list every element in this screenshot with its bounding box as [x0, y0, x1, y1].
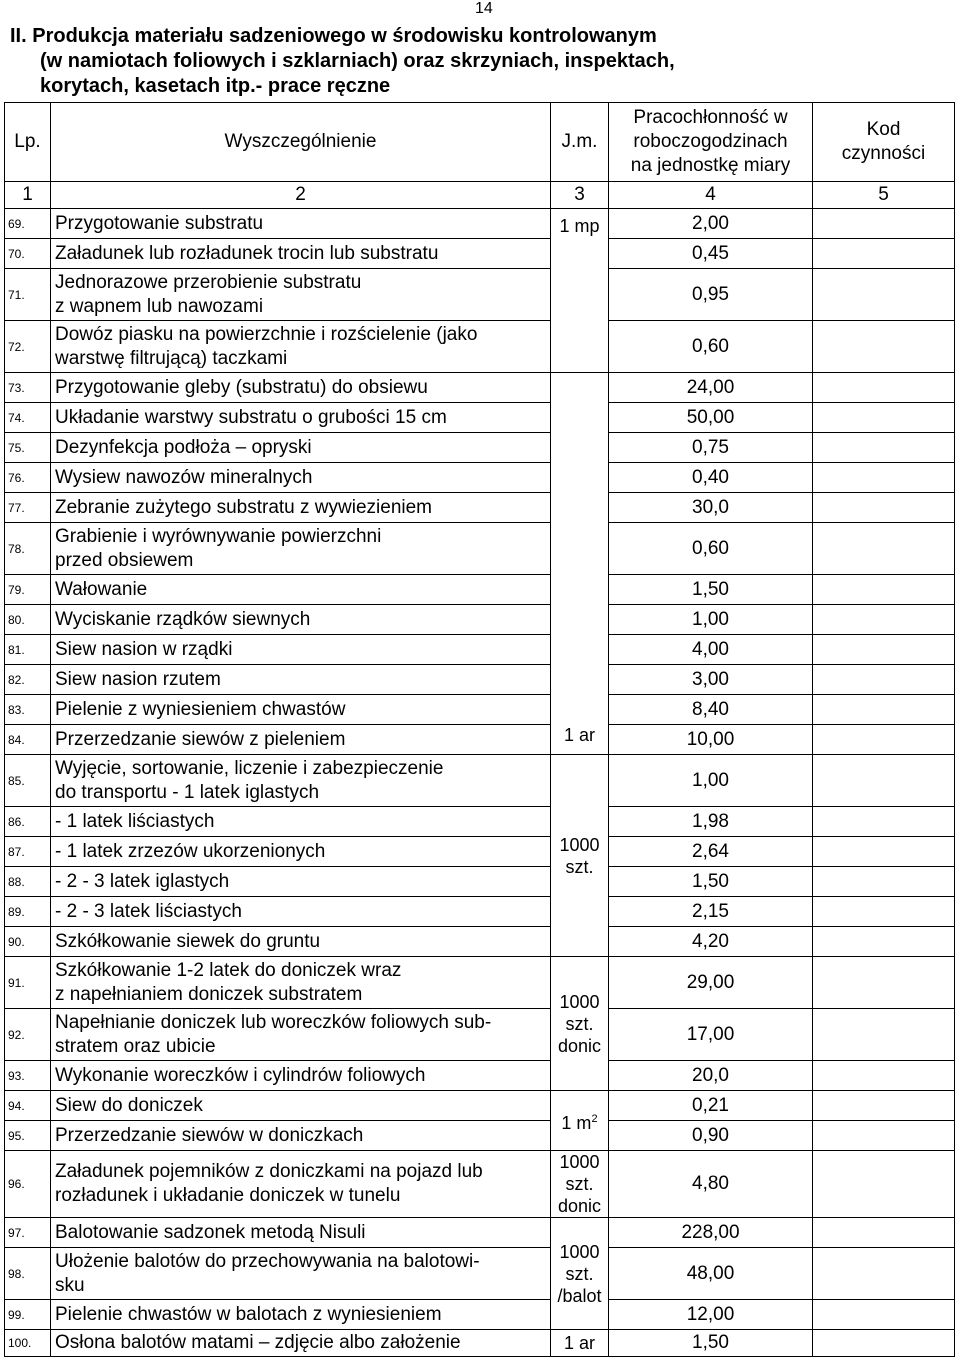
unit-line — [551, 1195, 608, 1217]
unit-line — [551, 1241, 608, 1263]
table-row — [5, 1300, 955, 1330]
labor-hours-value: 1,00 — [609, 755, 813, 807]
unit-text: /balot — [557, 1285, 602, 1306]
unit-text: 1000 — [559, 1152, 600, 1172]
row-number: 99. — [5, 1300, 51, 1330]
table-row — [5, 807, 955, 837]
labor-hours-value: 2,15 — [609, 897, 813, 927]
table-row — [5, 837, 955, 867]
activity-code-cell — [813, 433, 955, 463]
unit-text: 1 m — [561, 1112, 592, 1133]
task-description-line: stratem oraz ubicie — [55, 1035, 216, 1057]
activity-code-cell — [813, 927, 955, 957]
unit-line — [551, 1013, 608, 1035]
labor-hours-value: 0,40 — [609, 463, 813, 493]
activity-code-cell — [813, 1121, 955, 1151]
activity-code-cell — [813, 239, 955, 269]
table-row — [5, 523, 955, 575]
unit-text: szt. — [565, 1263, 594, 1284]
task-description — [51, 1218, 551, 1248]
activity-code-cell — [813, 493, 955, 523]
unit-text: szt. — [565, 1174, 594, 1194]
table-row — [5, 1009, 955, 1061]
task-description — [51, 373, 551, 403]
labor-hours-value: 1,98 — [609, 807, 813, 837]
table-header-row — [5, 103, 955, 182]
labor-hours-value: 0,60 — [609, 523, 813, 575]
task-description — [51, 837, 551, 867]
unit-of-measure — [551, 1091, 609, 1151]
row-number: 71. — [5, 269, 51, 321]
activity-code-cell — [813, 269, 955, 321]
labor-hours-value: 1,50 — [609, 575, 813, 605]
unit-text: 1 mp — [559, 216, 600, 236]
row-number: 92. — [5, 1009, 51, 1061]
row-number: 70. — [5, 239, 51, 269]
table-row — [5, 1121, 955, 1151]
table-row — [5, 433, 955, 463]
labor-hours-value: 48,00 — [609, 1248, 813, 1300]
row-number: 98. — [5, 1248, 51, 1300]
task-description-line: Wyjęcie, sortowanie, liczenie i zabezpieczenie — [55, 757, 444, 779]
row-number: 69. — [5, 209, 51, 239]
task-description — [51, 493, 551, 523]
unit-line — [551, 1285, 608, 1307]
unit-text: szt. — [565, 1013, 594, 1034]
heading-line-2: (w namiotach foliowych i szklarniach) oraz skrzyniach, inspektach, — [40, 50, 675, 72]
task-description — [51, 695, 551, 725]
task-description — [51, 433, 551, 463]
task-description — [51, 269, 551, 321]
task-description-line: Wałowanie — [55, 578, 148, 600]
task-description-line: Jednorazowe przerobienie substratu — [55, 271, 362, 293]
labor-hours-value: 0,45 — [609, 239, 813, 269]
table-row — [5, 665, 955, 695]
task-description — [51, 1330, 551, 1357]
labor-hours-value: 4,00 — [609, 635, 813, 665]
row-number: 90. — [5, 927, 51, 957]
labor-hours-value: 29,00 — [609, 957, 813, 1009]
table-row — [5, 373, 955, 403]
task-description — [51, 575, 551, 605]
header-labor-line: na jednostkę miary — [630, 155, 791, 176]
labor-hours-value: 20,0 — [609, 1061, 813, 1091]
task-description-line: Załadunek lub rozładunek trocin lub substratu — [55, 242, 439, 264]
activity-code-cell — [813, 1151, 955, 1218]
task-description-line: Siew nasion w rządki — [55, 638, 233, 660]
row-number: 89. — [5, 897, 51, 927]
task-description-line: Szkółkowanie 1-2 latek do doniczek wraz — [55, 959, 402, 981]
task-description-line: Pielenie chwastów w balotach z wyniesieniem — [55, 1303, 442, 1325]
table-row — [5, 1061, 955, 1091]
task-description-line: Napełnianie doniczek lub woreczków foliowych sub- — [55, 1011, 492, 1033]
column-number: 3 — [551, 182, 609, 209]
task-description-line: Zebranie zużytego substratu z wywiezieniem — [55, 496, 433, 518]
activity-code-cell — [813, 1248, 955, 1300]
row-number: 81. — [5, 635, 51, 665]
task-description — [51, 605, 551, 635]
activity-code-cell — [813, 1009, 955, 1061]
task-description — [51, 463, 551, 493]
row-number: 86. — [5, 807, 51, 837]
row-number: 96. — [5, 1151, 51, 1218]
labor-hours-value: 2,00 — [609, 209, 813, 239]
activity-code-cell — [813, 605, 955, 635]
task-description-line: Przygotowanie gleby (substratu) do obsiewu — [55, 376, 428, 398]
task-description-line: Grabienie i wyrównywanie powierzchni — [55, 525, 382, 547]
unit-text: szt. — [565, 856, 594, 877]
unit-of-measure — [551, 1330, 609, 1357]
labor-hours-value: 2,64 — [609, 837, 813, 867]
activity-code-cell — [813, 725, 955, 755]
task-description — [51, 755, 551, 807]
unit-line — [551, 1151, 608, 1173]
labor-hours-value: 30,0 — [609, 493, 813, 523]
task-description — [51, 897, 551, 927]
header-code-line: Kod — [866, 119, 901, 140]
table-row — [5, 321, 955, 373]
unit-line — [551, 991, 608, 1013]
unit-line — [551, 215, 608, 237]
table-row — [5, 403, 955, 433]
unit-of-measure — [551, 209, 609, 373]
task-description-line: Załadunek pojemników z doniczkami na pojazd lub — [55, 1161, 483, 1182]
row-number: 100. — [5, 1330, 51, 1357]
table-row — [5, 575, 955, 605]
table-row — [5, 269, 955, 321]
activity-code-cell — [813, 1300, 955, 1330]
header-labor — [609, 103, 813, 182]
labor-hours-value: 17,00 — [609, 1009, 813, 1061]
activity-code-cell — [813, 463, 955, 493]
unit-line — [551, 1332, 608, 1354]
labor-hours-value: 0,75 — [609, 433, 813, 463]
labor-hours-value: 8,40 — [609, 695, 813, 725]
header-code — [813, 103, 955, 182]
table-row — [5, 1218, 955, 1248]
row-number: 94. — [5, 1091, 51, 1121]
table-row — [5, 605, 955, 635]
task-description — [51, 1061, 551, 1091]
column-number: 5 — [813, 182, 955, 209]
table-row — [5, 957, 955, 1009]
task-description — [51, 1248, 551, 1300]
labor-hours-value: 1,00 — [609, 605, 813, 635]
unit-line — [551, 834, 608, 856]
row-number: 83. — [5, 695, 51, 725]
task-description — [51, 927, 551, 957]
task-description-line: Dowóz piasku na powierzchnie i rozścielenie (jako — [55, 323, 478, 345]
unit-text: 1000 — [559, 1241, 600, 1262]
activity-code-cell — [813, 575, 955, 605]
task-description-line: - 2 - 3 latek iglastych — [55, 870, 230, 892]
activity-code-cell — [813, 695, 955, 725]
table-row — [5, 1091, 955, 1121]
header-name: Wyszczególnienie — [51, 103, 551, 182]
labor-hours-value: 4,80 — [609, 1151, 813, 1218]
unit-of-measure — [551, 755, 609, 957]
task-description-line: sku — [55, 1274, 85, 1296]
table-row — [5, 695, 955, 725]
task-description — [51, 867, 551, 897]
task-description — [51, 1009, 551, 1061]
task-description — [51, 523, 551, 575]
labor-hours-value: 12,00 — [609, 1300, 813, 1330]
column-number-row — [5, 182, 955, 209]
unit-line — [551, 1108, 608, 1134]
unit-line — [551, 724, 608, 746]
row-number: 79. — [5, 575, 51, 605]
header-unit: J.m. — [551, 103, 609, 182]
task-description-line: Siew do doniczek — [55, 1094, 203, 1116]
activity-code-cell — [813, 635, 955, 665]
row-number: 75. — [5, 433, 51, 463]
unit-of-measure — [551, 1218, 609, 1330]
labor-norms-table — [4, 102, 955, 1357]
header-labor-line: Pracochłonność w — [633, 107, 788, 128]
row-number: 76. — [5, 463, 51, 493]
unit-text: donic — [557, 1035, 602, 1056]
task-description-line: Przygotowanie substratu — [55, 212, 264, 234]
table-row — [5, 1151, 955, 1218]
activity-code-cell — [813, 1218, 955, 1248]
row-number: 72. — [5, 321, 51, 373]
table-row — [5, 1330, 955, 1357]
unit-line — [551, 1035, 608, 1057]
activity-code-cell — [813, 837, 955, 867]
activity-code-cell — [813, 867, 955, 897]
activity-code-cell — [813, 321, 955, 373]
activity-code-cell — [813, 1061, 955, 1091]
labor-hours-value: 1,50 — [609, 1330, 813, 1357]
task-description-line: przed obsiewem — [55, 549, 194, 571]
unit-text: 1000 — [559, 991, 600, 1012]
activity-code-cell — [813, 755, 955, 807]
task-description-line: rozładunek i układanie doniczek w tunelu — [55, 1185, 401, 1206]
table-row — [5, 897, 955, 927]
unit-text: 1000 — [559, 834, 600, 855]
task-description-line: Przerzedzanie siewów w doniczkach — [55, 1124, 364, 1146]
row-number: 88. — [5, 867, 51, 897]
task-description-line: Wyciskanie rządków siewnych — [55, 608, 311, 630]
task-description-line: Wysiew nawozów mineralnych — [55, 466, 313, 488]
task-description-line: Ułożenie balotów do przechowywania na balotowi- — [55, 1250, 480, 1272]
row-number: 73. — [5, 373, 51, 403]
task-description — [51, 957, 551, 1009]
task-description-line: Osłona balotów matami – zdjęcie albo założenie — [55, 1332, 461, 1353]
row-number: 82. — [5, 665, 51, 695]
table-row — [5, 867, 955, 897]
header-code-line: czynności — [841, 143, 926, 164]
task-description-line: Przerzedzanie siewów z pieleniem — [55, 728, 346, 750]
row-number: 77. — [5, 493, 51, 523]
table-row — [5, 755, 955, 807]
task-description — [51, 665, 551, 695]
column-number: 2 — [51, 182, 551, 209]
table-row — [5, 635, 955, 665]
row-number: 84. — [5, 725, 51, 755]
row-number: 91. — [5, 957, 51, 1009]
row-number: 74. — [5, 403, 51, 433]
task-description-line: z wapnem lub nawozami — [55, 295, 264, 317]
labor-hours-value: 0,21 — [609, 1091, 813, 1121]
task-description — [51, 807, 551, 837]
unit-line — [551, 1263, 608, 1285]
labor-hours-value: 0,95 — [609, 269, 813, 321]
table-row — [5, 1248, 955, 1300]
task-description-line: - 1 latek liściastych — [55, 810, 215, 832]
labor-hours-value: 4,20 — [609, 927, 813, 957]
table-row — [5, 927, 955, 957]
activity-code-cell — [813, 373, 955, 403]
task-description — [51, 1151, 551, 1218]
task-description — [51, 209, 551, 239]
task-description — [51, 1121, 551, 1151]
row-number: 78. — [5, 523, 51, 575]
table-row — [5, 725, 955, 755]
activity-code-cell — [813, 897, 955, 927]
task-description-line: z napełnianiem doniczek substratem — [55, 983, 363, 1005]
unit-text: donic — [557, 1196, 602, 1216]
unit-text: 1 ar — [563, 725, 596, 745]
task-description-line: - 1 latek zrzezów ukorzenionych — [55, 840, 326, 862]
activity-code-cell — [813, 209, 955, 239]
task-description — [51, 1300, 551, 1330]
labor-hours-value: 0,90 — [609, 1121, 813, 1151]
unit-line — [551, 856, 608, 878]
activity-code-cell — [813, 957, 955, 1009]
unit-text: 1 ar — [563, 1333, 596, 1353]
unit-of-measure — [551, 1151, 609, 1218]
heading-line-1: II. Produkcja materiału sadzeniowego w środowisku kontrolowanym — [10, 25, 657, 47]
row-number: 93. — [5, 1061, 51, 1091]
table-row — [5, 463, 955, 493]
activity-code-cell — [813, 807, 955, 837]
unit-of-measure — [551, 957, 609, 1091]
unit-superscript: 2 — [591, 1112, 598, 1125]
labor-hours-value: 50,00 — [609, 403, 813, 433]
activity-code-cell — [813, 665, 955, 695]
task-description — [51, 239, 551, 269]
row-number: 97. — [5, 1218, 51, 1248]
row-number: 80. — [5, 605, 51, 635]
row-number: 85. — [5, 755, 51, 807]
task-description-line: Balotowanie sadzonek metodą Nisuli — [55, 1221, 366, 1243]
labor-hours-value: 228,00 — [609, 1218, 813, 1248]
task-description-line: Szkółkowanie siewek do gruntu — [55, 930, 321, 952]
task-description-line: - 2 - 3 latek liściastych — [55, 900, 242, 922]
column-number: 1 — [5, 182, 51, 209]
labor-hours-value: 0,60 — [609, 321, 813, 373]
heading-line-3: korytach, kasetach itp.- prace ręczne — [40, 75, 391, 97]
task-description — [51, 1091, 551, 1121]
task-description-line: do transportu - 1 latek iglastych — [55, 781, 320, 803]
labor-hours-value: 10,00 — [609, 725, 813, 755]
column-number: 4 — [609, 182, 813, 209]
task-description — [51, 635, 551, 665]
table-row — [5, 493, 955, 523]
row-number: 95. — [5, 1121, 51, 1151]
unit-line — [551, 1173, 608, 1195]
task-description-line: Pielenie z wyniesieniem chwastów — [55, 698, 346, 720]
activity-code-cell — [813, 403, 955, 433]
header-lp: Lp. — [5, 103, 51, 182]
task-description-line: warstwę filtrującą) taczkami — [55, 347, 288, 369]
section-heading — [10, 24, 675, 99]
header-labor-line: roboczogodzinach — [633, 131, 788, 152]
task-description-line: Wykonanie woreczków i cylindrów foliowych — [55, 1064, 426, 1086]
labor-hours-value: 24,00 — [609, 373, 813, 403]
page-number: 14 — [475, 0, 493, 17]
activity-code-cell — [813, 523, 955, 575]
table-row — [5, 239, 955, 269]
labor-hours-value: 3,00 — [609, 665, 813, 695]
row-number: 87. — [5, 837, 51, 867]
table-row — [5, 209, 955, 239]
task-description — [51, 403, 551, 433]
labor-hours-value: 1,50 — [609, 867, 813, 897]
unit-of-measure — [551, 373, 609, 755]
task-description — [51, 321, 551, 373]
task-description — [51, 725, 551, 755]
task-description-line: Układanie warstwy substratu o grubości 15 cm — [55, 406, 447, 428]
activity-code-cell — [813, 1091, 955, 1121]
activity-code-cell — [813, 1330, 955, 1357]
task-description-line: Siew nasion rzutem — [55, 668, 221, 690]
task-description-line: Dezynfekcja podłoża – opryski — [55, 436, 312, 458]
